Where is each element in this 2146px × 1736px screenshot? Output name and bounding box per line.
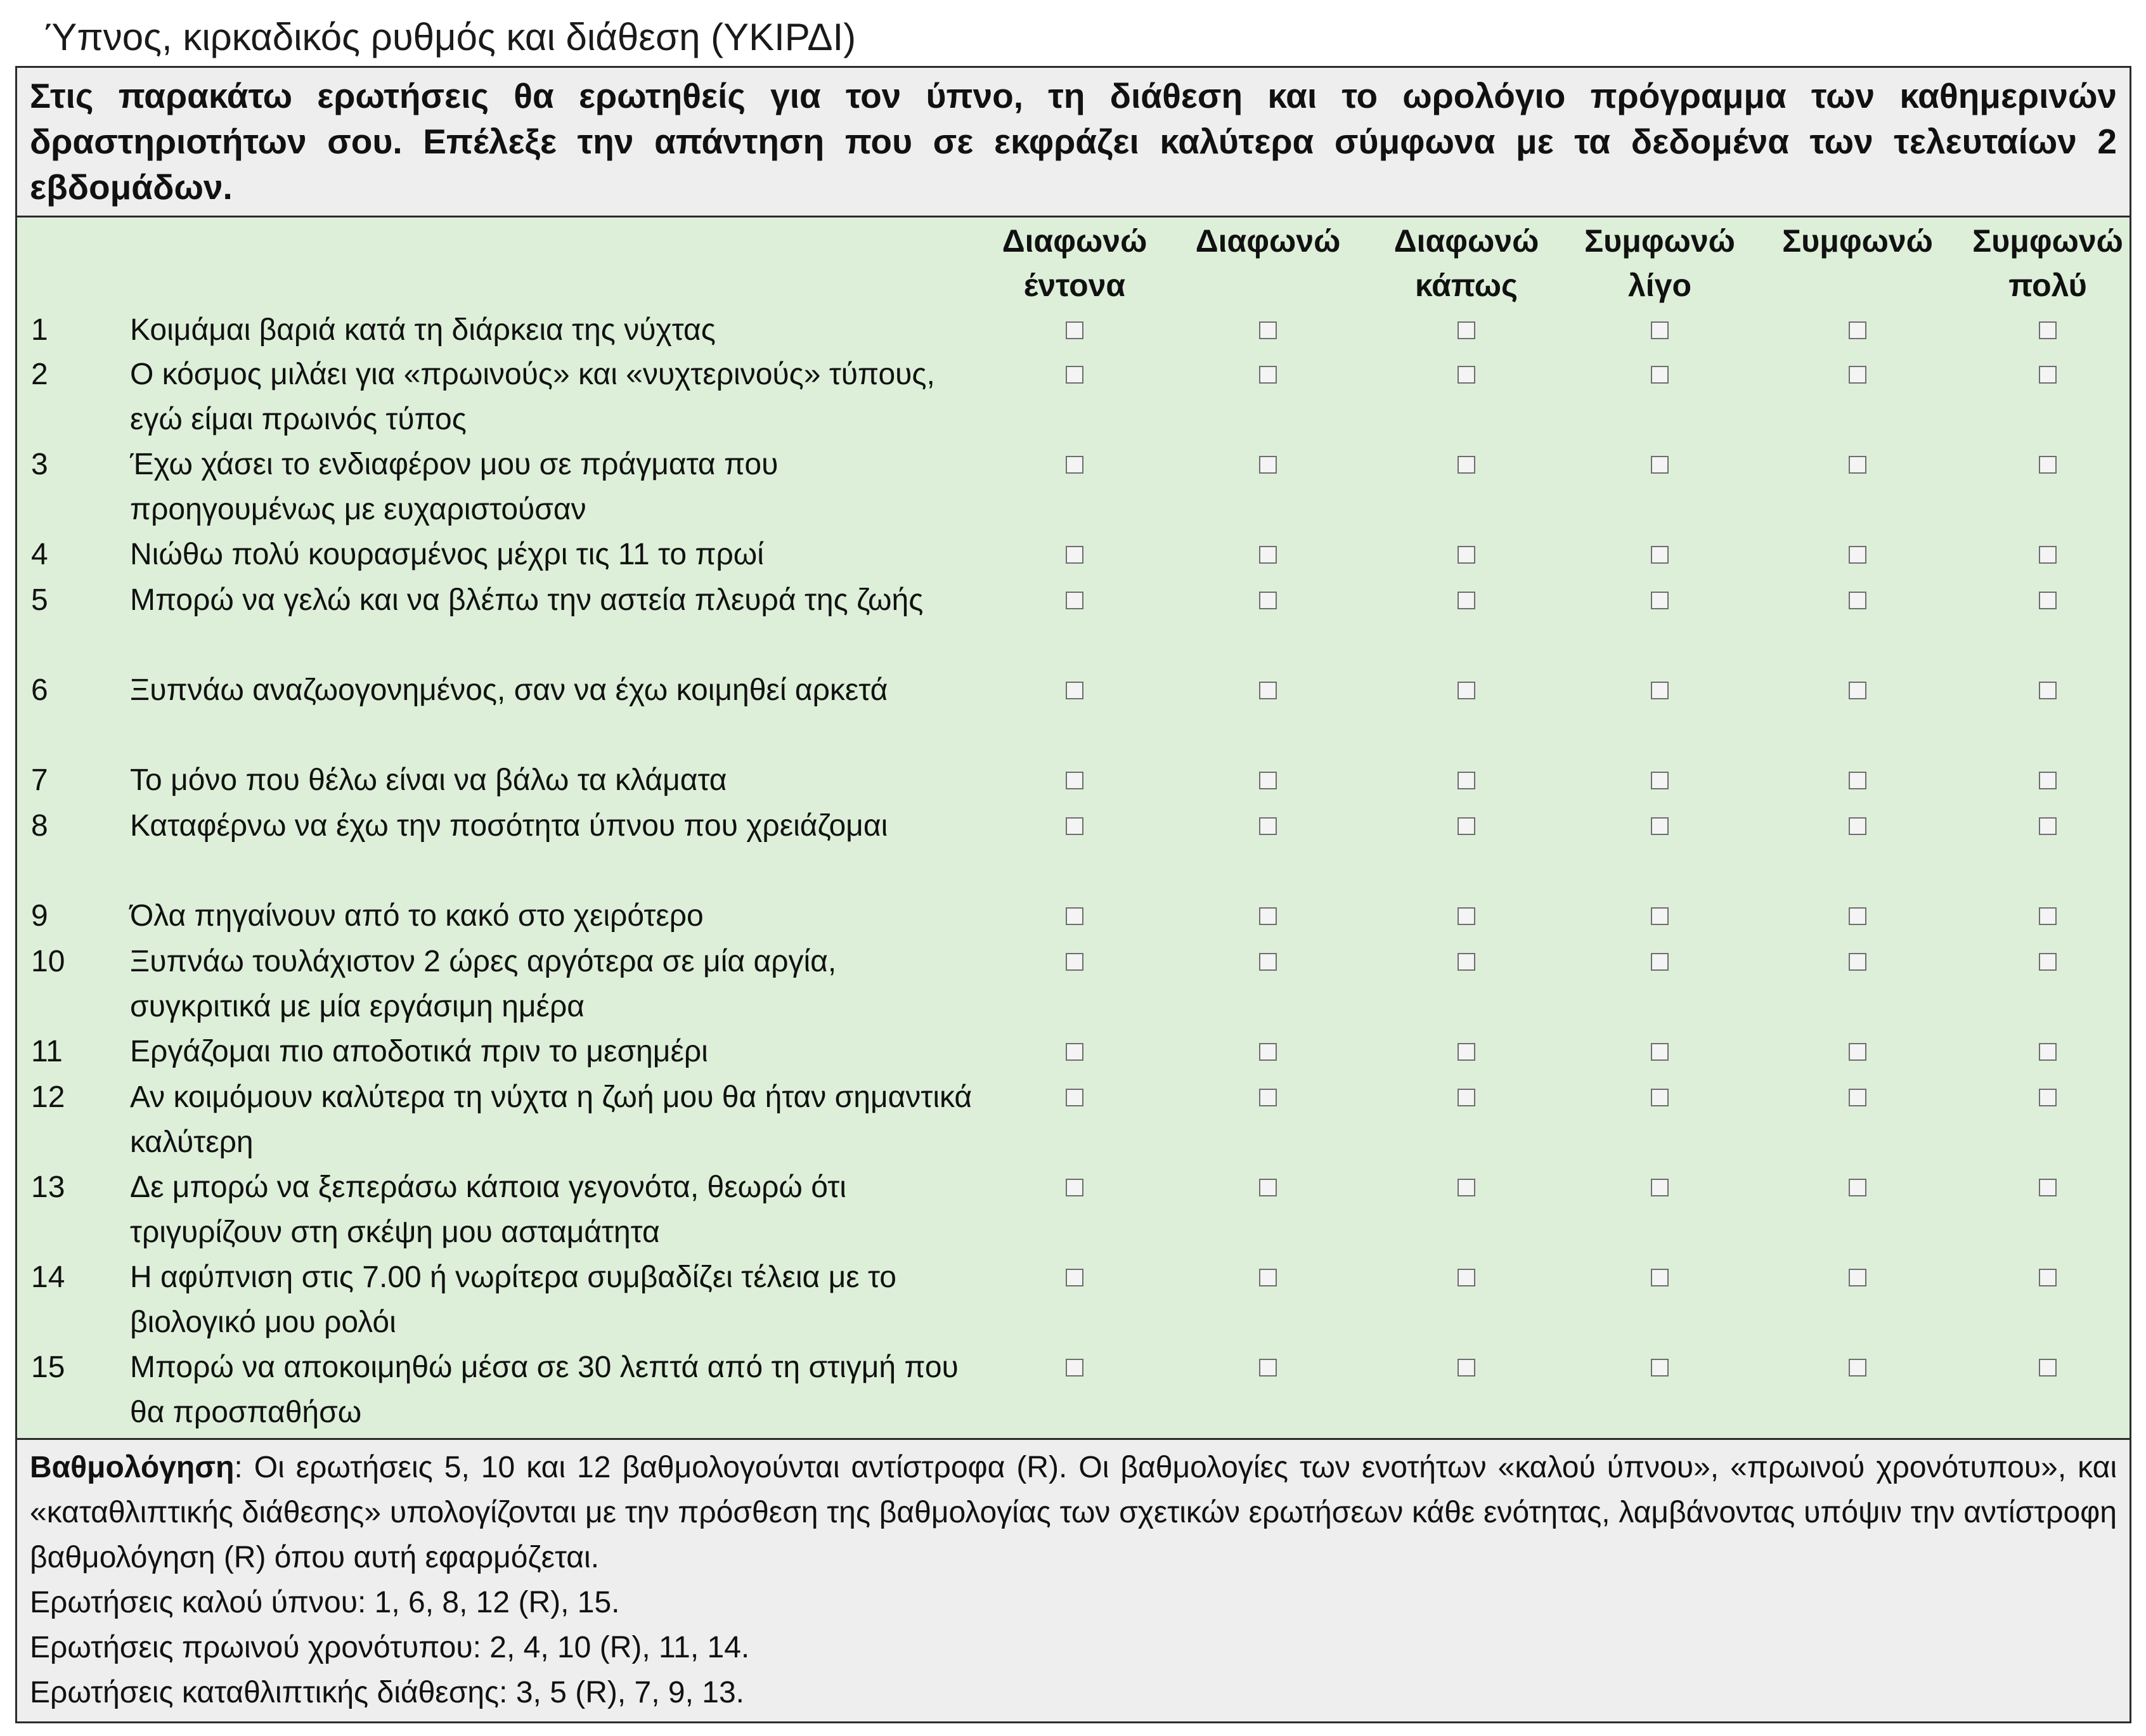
column-header-line: έντονα: [1023, 268, 1126, 303]
question-text: Έχω χάσει το ενδιαφέρον μου σε πράγματα που προηγουμένως με ευχαριστούσαν: [130, 448, 779, 526]
answer-checkbox-slightly-agree[interactable]: [1651, 953, 1669, 971]
answer-checkbox-agree[interactable]: [1849, 1089, 1866, 1106]
question-text: Αν κοιμόμουν καλύτερα τη νύχτα η ζωή μου θα ήταν σημαντικά καλύτερη: [130, 1080, 973, 1159]
answer-checkbox-slightly-agree[interactable]: [1651, 321, 1669, 339]
depressive-mood-items: Ερωτήσεις καταθλιπτικής διάθεσης: 3, 5 (R), 7, 9, 13.: [30, 1676, 744, 1709]
answer-checkbox-slightly-agree[interactable]: [1651, 366, 1669, 384]
answer-checkbox-somewhat-disagree[interactable]: [1458, 1269, 1475, 1286]
answer-checkbox-strongly-agree[interactable]: [2039, 817, 2057, 835]
questionnaire-table: [15, 66, 2131, 1723]
question-number: 11: [31, 1035, 63, 1068]
question-text: Ξυπνάω τουλάχιστον 2 ώρες αργότερα σε μία αργία, συγκριτικά με μία εργάσιμη ημέρα: [130, 945, 837, 1023]
answer-checkbox-strongly-disagree[interactable]: [1066, 1359, 1083, 1376]
answer-checkbox-disagree[interactable]: [1259, 817, 1277, 835]
page-title: Ύπνος, κιρκαδικός ρυθμός και διάθεση (ΥΚΙΡΔΙ): [44, 16, 856, 58]
scoring-description: [30, 1445, 2117, 1580]
column-header-line: κάπως: [1414, 268, 1518, 303]
answer-checkbox-strongly-agree[interactable]: [2039, 682, 2057, 699]
column-header-disagree: [1173, 219, 1363, 263]
answer-checkbox-strongly-disagree[interactable]: [1066, 1089, 1083, 1106]
answer-checkbox-disagree[interactable]: [1259, 456, 1277, 474]
question-number: 3: [31, 448, 48, 481]
answer-checkbox-somewhat-disagree[interactable]: [1458, 817, 1475, 835]
scoring-section: [17, 1438, 2130, 1721]
answer-checkbox-slightly-agree[interactable]: [1651, 1179, 1669, 1196]
column-header-line: Διαφωνώ: [1393, 223, 1539, 259]
answer-checkbox-strongly-agree[interactable]: [2039, 1089, 2057, 1106]
answer-checkbox-agree[interactable]: [1849, 1269, 1866, 1286]
answer-checkbox-strongly-agree[interactable]: [2039, 1043, 2057, 1061]
answer-checkbox-slightly-agree[interactable]: [1651, 1089, 1669, 1106]
answer-checkbox-slightly-agree[interactable]: [1651, 1359, 1669, 1376]
answer-checkbox-agree[interactable]: [1849, 1043, 1866, 1061]
question-number: 13: [31, 1170, 65, 1204]
answer-checkbox-strongly-disagree[interactable]: [1066, 682, 1083, 699]
question-number: 8: [31, 809, 48, 843]
question-text: Μπορώ να γελώ και να βλέπω την αστεία πλευρά της ζωής: [130, 583, 924, 617]
answer-checkbox-disagree[interactable]: [1259, 366, 1277, 384]
question-number: 5: [31, 583, 48, 617]
answer-checkbox-strongly-agree[interactable]: [2039, 1179, 2057, 1196]
answer-checkbox-somewhat-disagree[interactable]: [1458, 772, 1475, 789]
answer-checkbox-disagree[interactable]: [1259, 1359, 1277, 1376]
question-number: 12: [31, 1080, 65, 1114]
answer-checkbox-disagree[interactable]: [1259, 907, 1277, 925]
answer-checkbox-somewhat-disagree[interactable]: [1458, 592, 1475, 609]
answer-checkbox-slightly-agree[interactable]: [1651, 772, 1669, 789]
answer-checkbox-strongly-disagree[interactable]: [1066, 321, 1083, 339]
answer-checkbox-strongly-agree[interactable]: [2039, 772, 2057, 789]
question-number: 7: [31, 763, 48, 797]
answer-checkbox-agree[interactable]: [1849, 321, 1866, 339]
column-header-line: λίγο: [1627, 268, 1692, 303]
answer-checkbox-somewhat-disagree[interactable]: [1458, 321, 1475, 339]
question-number: 15: [31, 1351, 65, 1384]
answer-checkbox-strongly-agree[interactable]: [2039, 907, 2057, 925]
column-header-line: Συμφωνώ: [1782, 223, 1933, 259]
answer-checkbox-strongly-disagree[interactable]: [1066, 546, 1083, 564]
question-text: Το μόνο που θέλω είναι να βάλω τα κλάματα: [130, 763, 727, 797]
answer-checkbox-agree[interactable]: [1849, 1179, 1866, 1196]
question-text: Δε μπορώ να ξεπεράσω κάποια γεγονότα, θεωρώ ότι τριγυρίζουν στη σκέψη μου ασταμάτητα: [130, 1170, 846, 1249]
answer-checkbox-slightly-agree[interactable]: [1651, 592, 1669, 609]
answer-checkbox-agree[interactable]: [1849, 456, 1866, 474]
answer-checkbox-strongly-agree[interactable]: [2039, 366, 2057, 384]
answer-checkbox-strongly-disagree[interactable]: [1066, 1043, 1083, 1061]
question-text: Εργάζομαι πιο αποδοτικά πριν το μεσημέρι: [130, 1035, 708, 1068]
instructions: Στις παρακάτω ερωτήσεις θα ερωτηθείς για τον ύπνο, τη διάθεση και το ωρολόγιο πρόγραμμα των καθημερινών δραστηριοτήτων σου. Επέλεξε την απάντηση που σε εκφράζει καλύτερα σύμφωνα με τα δεδομένα των τελευταίων 2 εβδομάδων.: [17, 68, 2130, 217]
answer-checkbox-somewhat-disagree[interactable]: [1458, 953, 1475, 971]
column-header-strongly-agree: [1953, 219, 2143, 308]
answer-checkbox-strongly-disagree[interactable]: [1066, 456, 1083, 474]
answer-checkbox-slightly-agree[interactable]: [1651, 817, 1669, 835]
answer-checkbox-strongly-agree[interactable]: [2039, 592, 2057, 609]
answer-checkbox-strongly-agree[interactable]: [2039, 1359, 2057, 1376]
answer-checkbox-agree[interactable]: [1849, 817, 1866, 835]
question-number: 2: [31, 358, 48, 391]
answer-checkbox-somewhat-disagree[interactable]: [1458, 1089, 1475, 1106]
column-header-somewhat-disagree: [1371, 219, 1561, 308]
answer-checkbox-agree[interactable]: [1849, 546, 1866, 564]
answer-checkbox-disagree[interactable]: [1259, 772, 1277, 789]
answer-checkbox-somewhat-disagree[interactable]: [1458, 366, 1475, 384]
sleep-quality-items: Ερωτήσεις καλού ύπνου: 1, 6, 8, 12 (R), 15.: [30, 1586, 620, 1619]
answer-checkbox-somewhat-disagree[interactable]: [1458, 1179, 1475, 1196]
answer-checkbox-strongly-disagree[interactable]: [1066, 1179, 1083, 1196]
question-text: Κοιμάμαι βαριά κατά τη διάρκεια της νύχτας: [130, 313, 716, 347]
answer-checkbox-agree[interactable]: [1849, 772, 1866, 789]
question-text: Ο κόσμος μιλάει για «πρωινούς» και «νυχτερινούς» τύπους, εγώ είμαι πρωινός τύπος: [130, 358, 935, 436]
question-text: Μπορώ να αποκοιμηθώ μέσα σε 30 λεπτά από τη στιγμή που θα προσπαθήσω: [130, 1351, 959, 1429]
answer-scale-header: [17, 217, 2130, 308]
column-header-line: Συμφωνώ: [1972, 223, 2123, 259]
question-text: Ξυπνάω αναζωογονημένος, σαν να έχω κοιμηθεί αρκετά: [130, 673, 888, 707]
answer-checkbox-disagree[interactable]: [1259, 1043, 1277, 1061]
answer-checkbox-slightly-agree[interactable]: [1651, 1269, 1669, 1286]
answer-checkbox-slightly-agree[interactable]: [1651, 907, 1669, 925]
answer-checkbox-disagree[interactable]: [1259, 1179, 1277, 1196]
column-header-line: Συμφωνώ: [1584, 223, 1735, 259]
answer-checkbox-disagree[interactable]: [1259, 1269, 1277, 1286]
column-header-line: Διαφωνώ: [1195, 223, 1341, 259]
answer-checkbox-disagree[interactable]: [1259, 546, 1277, 564]
column-header-slightly-agree: [1565, 219, 1755, 308]
question-text: Καταφέρνω να έχω την ποσότητα ύπνου που χρειάζομαι: [130, 809, 888, 843]
answer-checkbox-slightly-agree[interactable]: [1651, 546, 1669, 564]
question-text: Η αφύπνιση στις 7.00 ή νωρίτερα συμβαδίζει τέλεια με το βιολογικό μου ρολόι: [130, 1260, 896, 1339]
question-text: Όλα πηγαίνουν από το κακό στο χειρότερο: [130, 899, 704, 933]
scoring-label: Βαθμολόγηση: [30, 1451, 235, 1484]
answer-checkbox-slightly-agree[interactable]: [1651, 682, 1669, 699]
question-number: 1: [31, 313, 48, 347]
column-header-agree: [1762, 219, 1953, 263]
answer-checkbox-strongly-agree[interactable]: [2039, 546, 2057, 564]
question-number: 10: [31, 945, 65, 978]
morning-chronotype-items: Ερωτήσεις πρωινού χρονότυπου: 2, 4, 10 (R), 11, 14.: [30, 1631, 750, 1664]
answer-checkbox-somewhat-disagree[interactable]: [1458, 1043, 1475, 1061]
question-text: Νιώθω πολύ κουρασμένος μέχρι τις 11 το πρωί: [130, 538, 764, 571]
answer-checkbox-strongly-disagree[interactable]: [1066, 366, 1083, 384]
scoring-text: : Οι ερωτήσεις 5, 10 και 12 βαθμολογούνται αντίστροφα (R). Οι βαθμολογίες των ενοτήτων «καλού ύπνου», «πρωινού χρονότυπου», και «καταθλιπτικής διάθεσης» υπολογίζονται με την πρόσθεση της βαθμολογίας των σχετικών ερωτήσεων κάθε ενότητας, λαμβάνοντας υπόψιν την αντίστροφη βαθμολόγηση (R) όπου αυτή εφαρμόζεται.: [30, 1451, 2117, 1574]
question-number: 4: [31, 538, 48, 571]
answer-checkbox-agree[interactable]: [1849, 592, 1866, 609]
question-number: 6: [31, 673, 48, 707]
answer-checkbox-strongly-disagree[interactable]: [1066, 953, 1083, 971]
answer-checkbox-strongly-disagree[interactable]: [1066, 592, 1083, 609]
answer-checkbox-agree[interactable]: [1849, 366, 1866, 384]
answer-checkbox-strongly-agree[interactable]: [2039, 321, 2057, 339]
answer-checkbox-strongly-agree[interactable]: [2039, 456, 2057, 474]
answer-checkbox-slightly-agree[interactable]: [1651, 1043, 1669, 1061]
answer-checkbox-slightly-agree[interactable]: [1651, 456, 1669, 474]
answer-checkbox-strongly-agree[interactable]: [2039, 1269, 2057, 1286]
answer-checkbox-agree[interactable]: [1849, 953, 1866, 971]
answer-checkbox-somewhat-disagree[interactable]: [1458, 1359, 1475, 1376]
column-header-line: Διαφωνώ: [1002, 223, 1147, 259]
answer-checkbox-disagree[interactable]: [1259, 592, 1277, 609]
answer-checkbox-disagree[interactable]: [1259, 321, 1277, 339]
answer-checkbox-strongly-disagree[interactable]: [1066, 1269, 1083, 1286]
answer-checkbox-strongly-disagree[interactable]: [1066, 907, 1083, 925]
question-number: 14: [31, 1260, 65, 1294]
answer-checkbox-strongly-agree[interactable]: [2039, 953, 2057, 971]
answer-checkbox-strongly-disagree[interactable]: [1066, 817, 1083, 835]
answer-checkbox-agree[interactable]: [1849, 907, 1866, 925]
answer-checkbox-agree[interactable]: [1849, 682, 1866, 699]
answer-checkbox-somewhat-disagree[interactable]: [1458, 682, 1475, 699]
question-number: 9: [31, 899, 48, 933]
answer-checkbox-agree[interactable]: [1849, 1359, 1866, 1376]
answer-checkbox-disagree[interactable]: [1259, 1089, 1277, 1106]
answer-checkbox-somewhat-disagree[interactable]: [1458, 456, 1475, 474]
answer-checkbox-somewhat-disagree[interactable]: [1458, 546, 1475, 564]
column-header-strongly-disagree: [979, 219, 1170, 308]
answer-checkbox-disagree[interactable]: [1259, 953, 1277, 971]
column-header-line: πολύ: [2008, 268, 2087, 303]
answer-checkbox-strongly-disagree[interactable]: [1066, 772, 1083, 789]
answer-checkbox-somewhat-disagree[interactable]: [1458, 907, 1475, 925]
answer-checkbox-disagree[interactable]: [1259, 682, 1277, 699]
